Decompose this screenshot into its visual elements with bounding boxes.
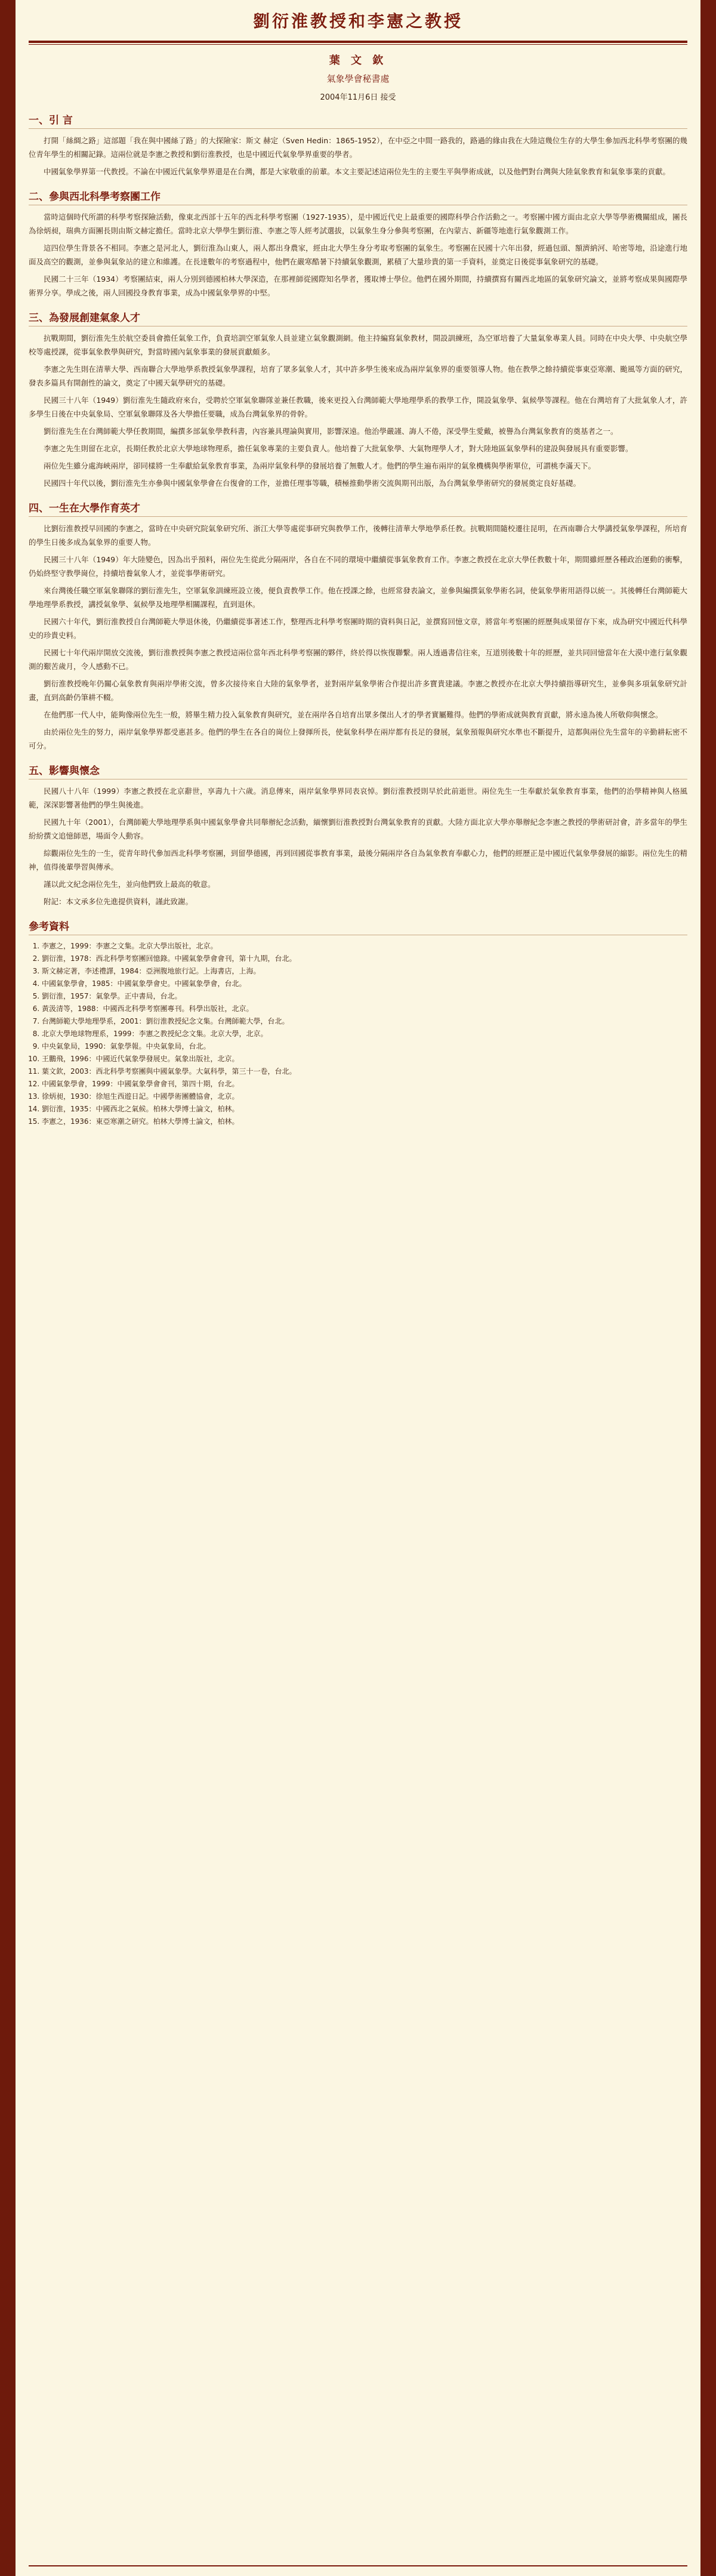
reference-item: 10. 王鵬飛，1996：中國近代氣象學發展史。氣象出版社，北京。 [42,1053,687,1065]
reference-item: 13. 徐炳昶，1930：徐旭生西遊日記。中國學術團體協會，北京。 [42,1090,687,1103]
paragraph: 民國三十八年（1949）年大陸變色，因為出乎預料，兩位先生從此分隔兩岸，各自在不同的環境中繼續從事氣象教育工作。李憲之教授在北京大學任教數十年，期間雖經歷各種政治運動的衝擊，仍始終堅守教學崗位，持續培養氣象人才，並從事學術研究。 [29,555,687,578]
reference-item: 4. 中國氣象學會，1985：中國氣象學會史。中國氣象學會，台北。 [42,978,687,990]
reference-list [29,940,687,1128]
paragraph: 比劉衍淮教授早回國的李憲之，當時在中央研究院氣象研究所、浙江大學等處從事研究與教學工作，後轉往清華大學地學系任教。抗戰期間隨校遷往昆明，在西南聯合大學講授氣象學課程，所培育的學生日後多成為氣象界的重要人物。 [29,524,687,547]
paragraph: 李憲之先生則留在北京，長期任教於北京大學地球物理系，擔任氣象專業的主要負責人。他培養了大批氣象學、大氣物理學人才，對大陸地區氣象學科的建設與發展具有重要影響。 [44,444,633,453]
paragraph: 由於兩位先生的努力，兩岸氣象學界都受惠甚多。他們的學生在各自的崗位上發揮所長，使氣象科學在兩岸都有長足的發展，氣象預報與研究水準也不斷提升，這都與兩位先生當年的辛勤耕耘密不可分。 [29,728,687,750]
closing-line: 附記：本文承多位先進提供資料，謹此致謝。 [44,897,193,906]
paragraph: 來台灣後任職空軍氣象聯隊的劉衍淮先生，空軍氣象訓練班設立後，便負責教學工作。他在授課之餘，也經常發表論文，並參與編撰氣象學術名詞，使氣象學術用語得以統一。其後轉任台灣師範大學地理學系教授，講授氣象學、氣候學及地理學相關課程，直到退休。 [29,586,687,609]
article-page [16,0,700,2576]
section-heading-legacy: 五、影響與懷念 [29,762,687,779]
paragraph: 民國三十八年（1949）劉衍淮先生隨政府來台，受聘於空軍氣象聯隊並兼任教職，後來更投入台灣師範大學地理學系的教學工作，開設氣象學、氣候學等課程。他在台灣培育了大批氣象人才，許多學生日後在中央氣象局、空軍氣象聯隊及各大學擔任要職，成為台灣氣象界的骨幹。 [29,396,687,418]
title-divider [29,41,687,43]
title-divider-thin [29,44,687,45]
closing-line: 謹以此文紀念兩位先生，並向他們致上最高的敬意。 [44,880,215,889]
section-heading-introduction: 一、引 言 [29,112,687,129]
paragraph: 在他們那一代人中，能夠像兩位先生一般，將畢生精力投入氣象教育與研究，並在兩岸各自培育出眾多傑出人才的學者實屬難得。他們的學術成就與教育貢獻，將永遠為後人所敬仰與懷念。 [44,710,663,719]
paragraph: 民國四十年代以後，劉衍淮先生亦參與中國氣象學會在台復會的工作，並擔任理事等職，積極推動學術交流與期刊出版，為台灣氣象學術研究的發展奠定良好基礎。 [44,479,581,488]
section-heading-teaching: 四、一生在大學作育英才 [29,500,687,517]
section-heading-references: 參考資料 [29,918,687,935]
reference-item: 15. 李憲之，1936：東亞寒潮之研究。柏林大學博士論文，柏林。 [42,1116,687,1128]
reference-item: 12. 中國氣象學會，1999：中國氣象學會會刊，第四十期，台北。 [42,1078,687,1090]
reference-item: 2. 劉衍淮，1978：西北科學考察團回憶錄。中國氣象學會會刊，第十九期，台北。 [42,953,687,965]
reference-item: 6. 黃汲清等，1988：中國西北科學考察團專刊。科學出版社，北京。 [42,1003,687,1015]
reference-item: 9. 中央氣象局，1990：氣象學報。中央氣象局，台北。 [42,1040,687,1053]
reference-item: 8. 北京大學地球物理系，1999：李憲之教授紀念文集。北京大學，北京。 [42,1028,687,1040]
paragraph: 中國氣象學界第一代教授。不論在中國近代氣象學界還是在台灣，都是大家敬重的前輩。本文主要記述這兩位先生的主要生平與學術成就，以及他們對台灣與大陸氣象教育和氣象事業的貢獻。 [44,167,671,176]
paragraph: 劉衍淮先生在台灣師範大學任教期間，編撰多部氣象學教科書，內容兼具理論與實用，影響深遠。他治學嚴謹、誨人不倦，深受學生愛戴，被譽為台灣氣象教育的奠基者之一。 [44,427,618,436]
reference-item: 5. 劉衍淮，1957：氣象學。正中書局，台北。 [42,990,687,1003]
paragraph: 民國九十年（2001），台灣師範大學地理學系與中國氣象學會共同舉辦紀念活動，緬懷劉衍淮教授對台灣氣象教育的貢獻。大陸方面北京大學亦舉辦紀念李憲之教授的學術研討會，許多當年的學生紛紛撰文追憶師恩，場面令人動容。 [29,818,687,840]
section-heading-expedition: 二、參與西北科學考察團工作 [29,188,687,205]
paragraph: 打開「絲綢之路」這部題「我在與中國絲了路」的大探險家：斯文 赫定（Sven Hedin：1865-1952），在中亞之中間一路我的，路過的緣由我在大陸這幾位生存的大學生參加西北科學考察團的幾位青年學生的相關記錄。這兩位就是李憲之教授和劉衍淮教授，也是中國近代氣象學界重要的學者。 [29,136,687,159]
section-heading-training: 三、為發展創建氣象人才 [29,309,687,326]
paragraph: 劉衍淮教授晚年仍關心氣象教育與兩岸學術交流，曾多次接待來自大陸的氣象學者，並對兩岸氣象學術合作提出許多寶貴建議。李憲之教授亦在北京大學持續指導研究生，並參與多項氣象研究計畫，直到高齡仍筆耕不輟。 [29,679,687,702]
paragraph: 民國二十三年（1934）考察團結束，兩人分別到德國柏林大學深造，在那裡師從國際知名學者，獲取博士學位。他們在國外期間，持續撰寫有關西北地區的氣象研究論文，並將考察成果與國際學術界分享。學成之後，兩人回國投身教育事業，成為中國氣象學界的中堅。 [29,275,687,297]
bottom-divider [29,2565,687,2566]
author-affiliation: 氣象學會秘書處 [326,73,390,84]
paragraph: 民國六十年代，劉衍淮教授自台灣師範大學退休後，仍繼續從事著述工作，整理西北科學考察團時期的資料與日記，並撰寫回憶文章，將當年考察團的經歷與成果留存下來，成為研究中國近代科學史的珍貴史料。 [29,617,687,640]
paragraph: 兩位先生雖分處海峽兩岸，卻同樣將一生奉獻給氣象教育事業，為兩岸氣象科學的發展培養了無數人才。他們的學生遍布兩岸的氣象機構與學術單位，可謂桃李滿天下。 [44,461,596,470]
article-title: 劉衍淮教授和李憲之教授 [252,11,463,31]
paragraph: 民國八十八年（1999）李憲之教授在北京辭世，享壽九十六歲。消息傳來，兩岸氣象學界同表哀悼。劉衍淮教授則早於此前逝世。兩位先生一生奉獻於氣象教育事業，他們的治學精神與人格風範，深深影響著他們的學生與後進。 [29,787,687,809]
accepted-date: 2004年11月6日 接受 [320,93,396,102]
reference-item: 3. 斯文赫定著，李述禮譯，1984：亞洲腹地旅行記。上海書店，上海。 [42,965,687,978]
paragraph: 這四位學生背景各不相同。李憲之是河北人，劉衍淮為山東人，兩人都出身農家，經由北大學生身分考取考察團的氣象生。考察團在民國十六年出發，經過包頭、額濟納河、哈密等地，沿途進行地面及高空的觀測，並參與氣象站的建立和維護。在長達數年的考察過程中，他們在嚴寒酷暑下持續氣象觀測，累積了大量珍貴的第一手資料，並奠定日後從事氣象研究的基礎。 [29,244,687,266]
paragraph: 民國七十年代兩岸開放交流後，劉衍淮教授與李憲之教授這兩位當年西北科學考察團的夥伴，終於得以恢復聯繫。兩人透過書信往來，互道別後數十年的經歷，並共同回憶當年在大漠中進行氣象觀測的艱苦歲月，令人感動不已。 [29,648,687,671]
paragraph: 當時這個時代所謂的科學考察探險活動，像東北西部十五年的西北科學考察團（1927-1935），是中國近代史上最重要的國際科學合作活動之一。考察團中國方面由北京大學等學術機關組成，團長為徐炳昶，瑞典方面團長則由斯文赫定擔任。當時北京大學學生劉衍淮、李憲之等人經考試選拔，以氣象生身分參與考察團，在內蒙古、新疆等地進行氣象觀測工作。 [29,212,687,235]
reference-item: 7. 台灣師範大學地理學系，2001：劉衍淮教授紀念文集。台灣師範大學，台北。 [42,1015,687,1028]
paragraph: 綜觀兩位先生的一生，從青年時代參加西北科學考察團，到留學德國，再到回國從事教育事業，最後分隔兩岸各自為氣象教育奉獻心力，他們的經歷正是中國近代氣象學發展的縮影。兩位先生的精神，值得後輩學習與傳承。 [29,849,687,871]
reference-item: 11. 葉文欽，2003：西北科學考察團與中國氣象學。大氣科學，第三十一卷，台北。 [42,1065,687,1078]
paragraph: 李憲之先生則在清華大學、西南聯合大學地學系教授氣象學課程，培育了眾多氣象人才，其中許多學生後來成為兩岸氣象界的重要領導人物。他在教學之餘持續從事東亞寒潮、颱風等方面的研究，發表多篇具有開創性的論文，奠定了中國天氣學研究的基礎。 [29,365,687,387]
reference-item: 14. 劉衍淮，1935：中國西北之氣候。柏林大學博士論文，柏林。 [42,1103,687,1116]
author-name: 葉 文 欽 [329,54,387,67]
reference-item: 1. 李憲之，1999：李憲之文集。北京大學出版社，北京。 [42,940,687,953]
paragraph: 抗戰期間，劉衍淮先生於航空委員會擔任氣象工作，負責培訓空軍氣象人員並建立氣象觀測網。他主持編寫氣象教材，開設訓練班，為空軍培養了大量氣象專業人員。同時在中央大學、中央航空學校等處授課，從事氣象教學與研究，對當時國內氣象事業的發展貢獻頗多。 [29,334,687,356]
